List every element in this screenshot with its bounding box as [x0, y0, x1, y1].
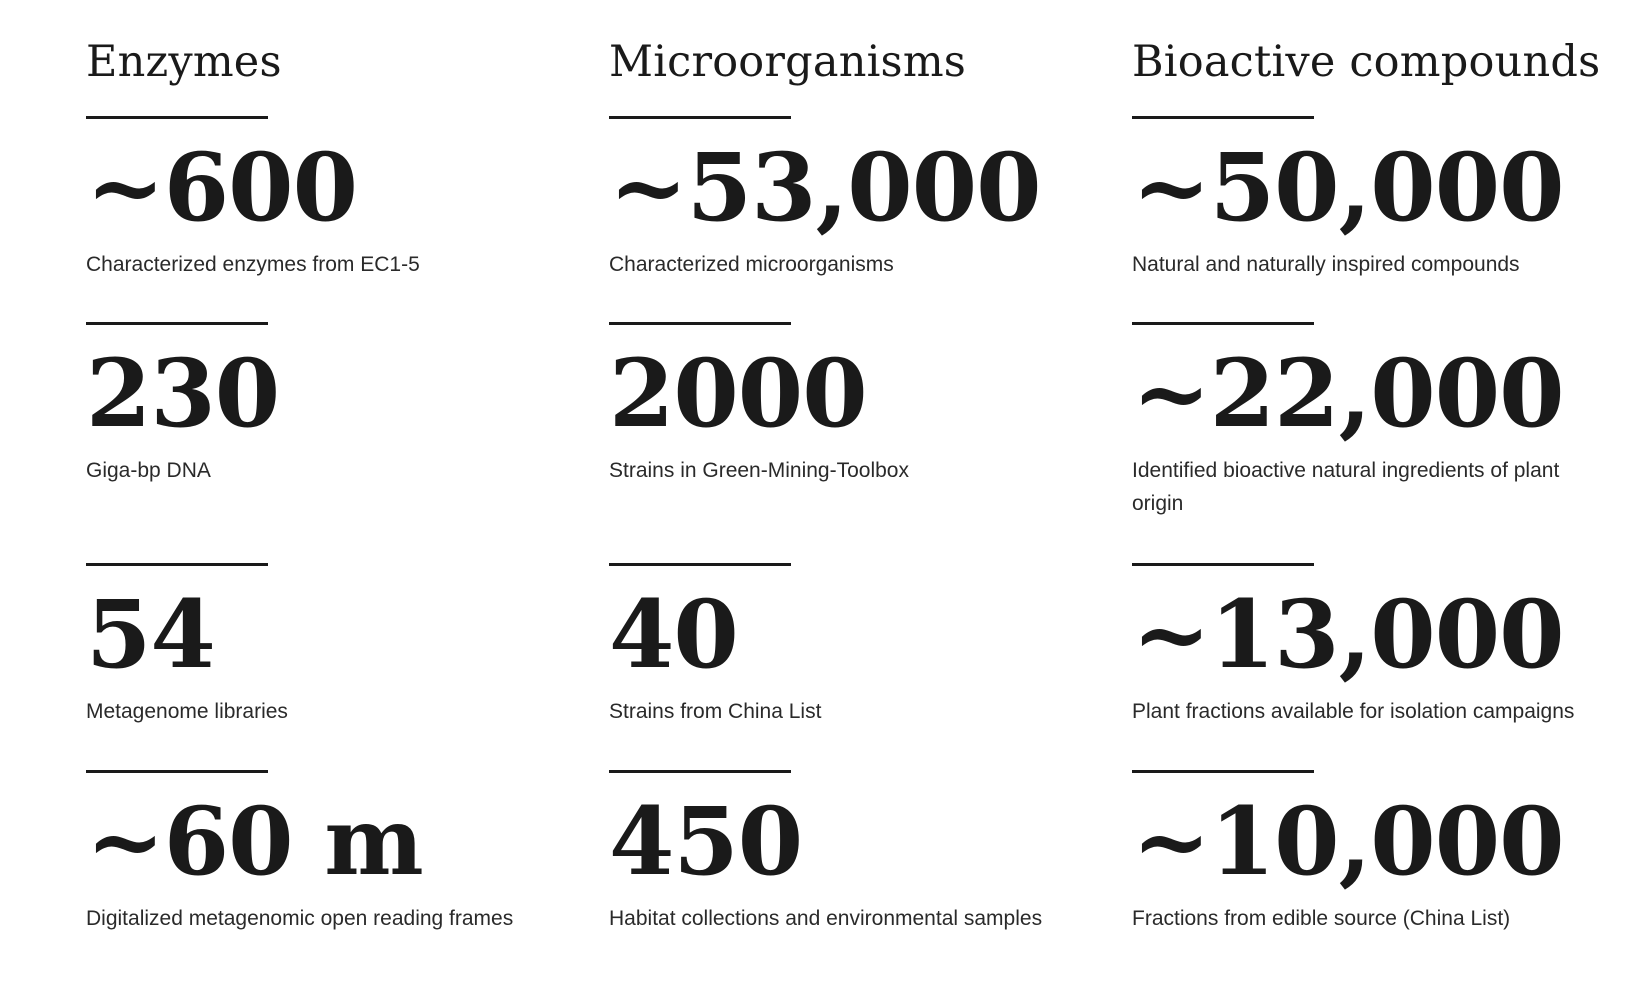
stat-block — [609, 116, 1079, 281]
stat-label: Strains in Green-Mining-Toolbox — [609, 459, 909, 482]
stat-label: Plant fractions available for isolation campaigns — [1132, 700, 1575, 723]
stat-block — [609, 563, 1079, 728]
divider — [609, 322, 791, 325]
stat-value: ~600 — [86, 133, 357, 243]
stat-value: ~53,000 — [609, 133, 1041, 243]
stat-block — [1132, 322, 1602, 520]
stat-block — [86, 563, 556, 728]
column-title: Bioactive compounds — [1132, 37, 1601, 87]
column-title: Microorganisms — [609, 37, 967, 87]
stat-label: Natural and naturally inspired compounds — [1132, 253, 1520, 276]
stat-value: ~50,000 — [1132, 133, 1564, 243]
column-title: Enzymes — [86, 37, 282, 87]
stat-label: Strains from China List — [609, 700, 822, 723]
stat-block — [86, 770, 556, 935]
stat-block — [609, 770, 1079, 935]
divider — [609, 116, 791, 119]
stat-value: 40 — [609, 580, 738, 690]
stat-label: Identified bioactive natural ingredients of plant origin — [1132, 459, 1560, 515]
divider — [86, 116, 268, 119]
divider — [609, 770, 791, 773]
stat-value: 2000 — [609, 339, 867, 449]
stat-block — [1132, 770, 1602, 935]
stat-value: 54 — [86, 580, 215, 690]
stat-label: Giga-bp DNA — [86, 459, 211, 482]
stat-value: ~60 m — [86, 787, 423, 897]
stat-label: Fractions from edible source (China List) — [1132, 907, 1511, 930]
stat-block — [86, 322, 556, 487]
divider — [86, 322, 268, 325]
stat-value: 450 — [609, 787, 803, 897]
stat-value: ~22,000 — [1132, 339, 1564, 449]
stat-value: 230 — [86, 339, 280, 449]
stat-label: Digitalized metagenomic open reading frames — [86, 907, 514, 930]
divider — [1132, 322, 1314, 325]
divider — [1132, 770, 1314, 773]
stat-label: Metagenome libraries — [86, 700, 288, 723]
stat-label: Habitat collections and environmental samples — [609, 907, 1043, 930]
stat-block — [609, 322, 1079, 487]
divider — [1132, 563, 1314, 566]
divider — [1132, 116, 1314, 119]
stat-block — [86, 116, 556, 281]
divider — [86, 770, 268, 773]
stat-value: ~10,000 — [1132, 787, 1564, 897]
stat-block — [1132, 116, 1602, 281]
divider — [86, 563, 268, 566]
stat-value: ~13,000 — [1132, 580, 1564, 690]
divider — [609, 563, 791, 566]
stat-block — [1132, 563, 1602, 728]
stat-label: Characterized enzymes from EC1-5 — [86, 253, 420, 276]
stat-label: Characterized microorganisms — [609, 253, 894, 276]
